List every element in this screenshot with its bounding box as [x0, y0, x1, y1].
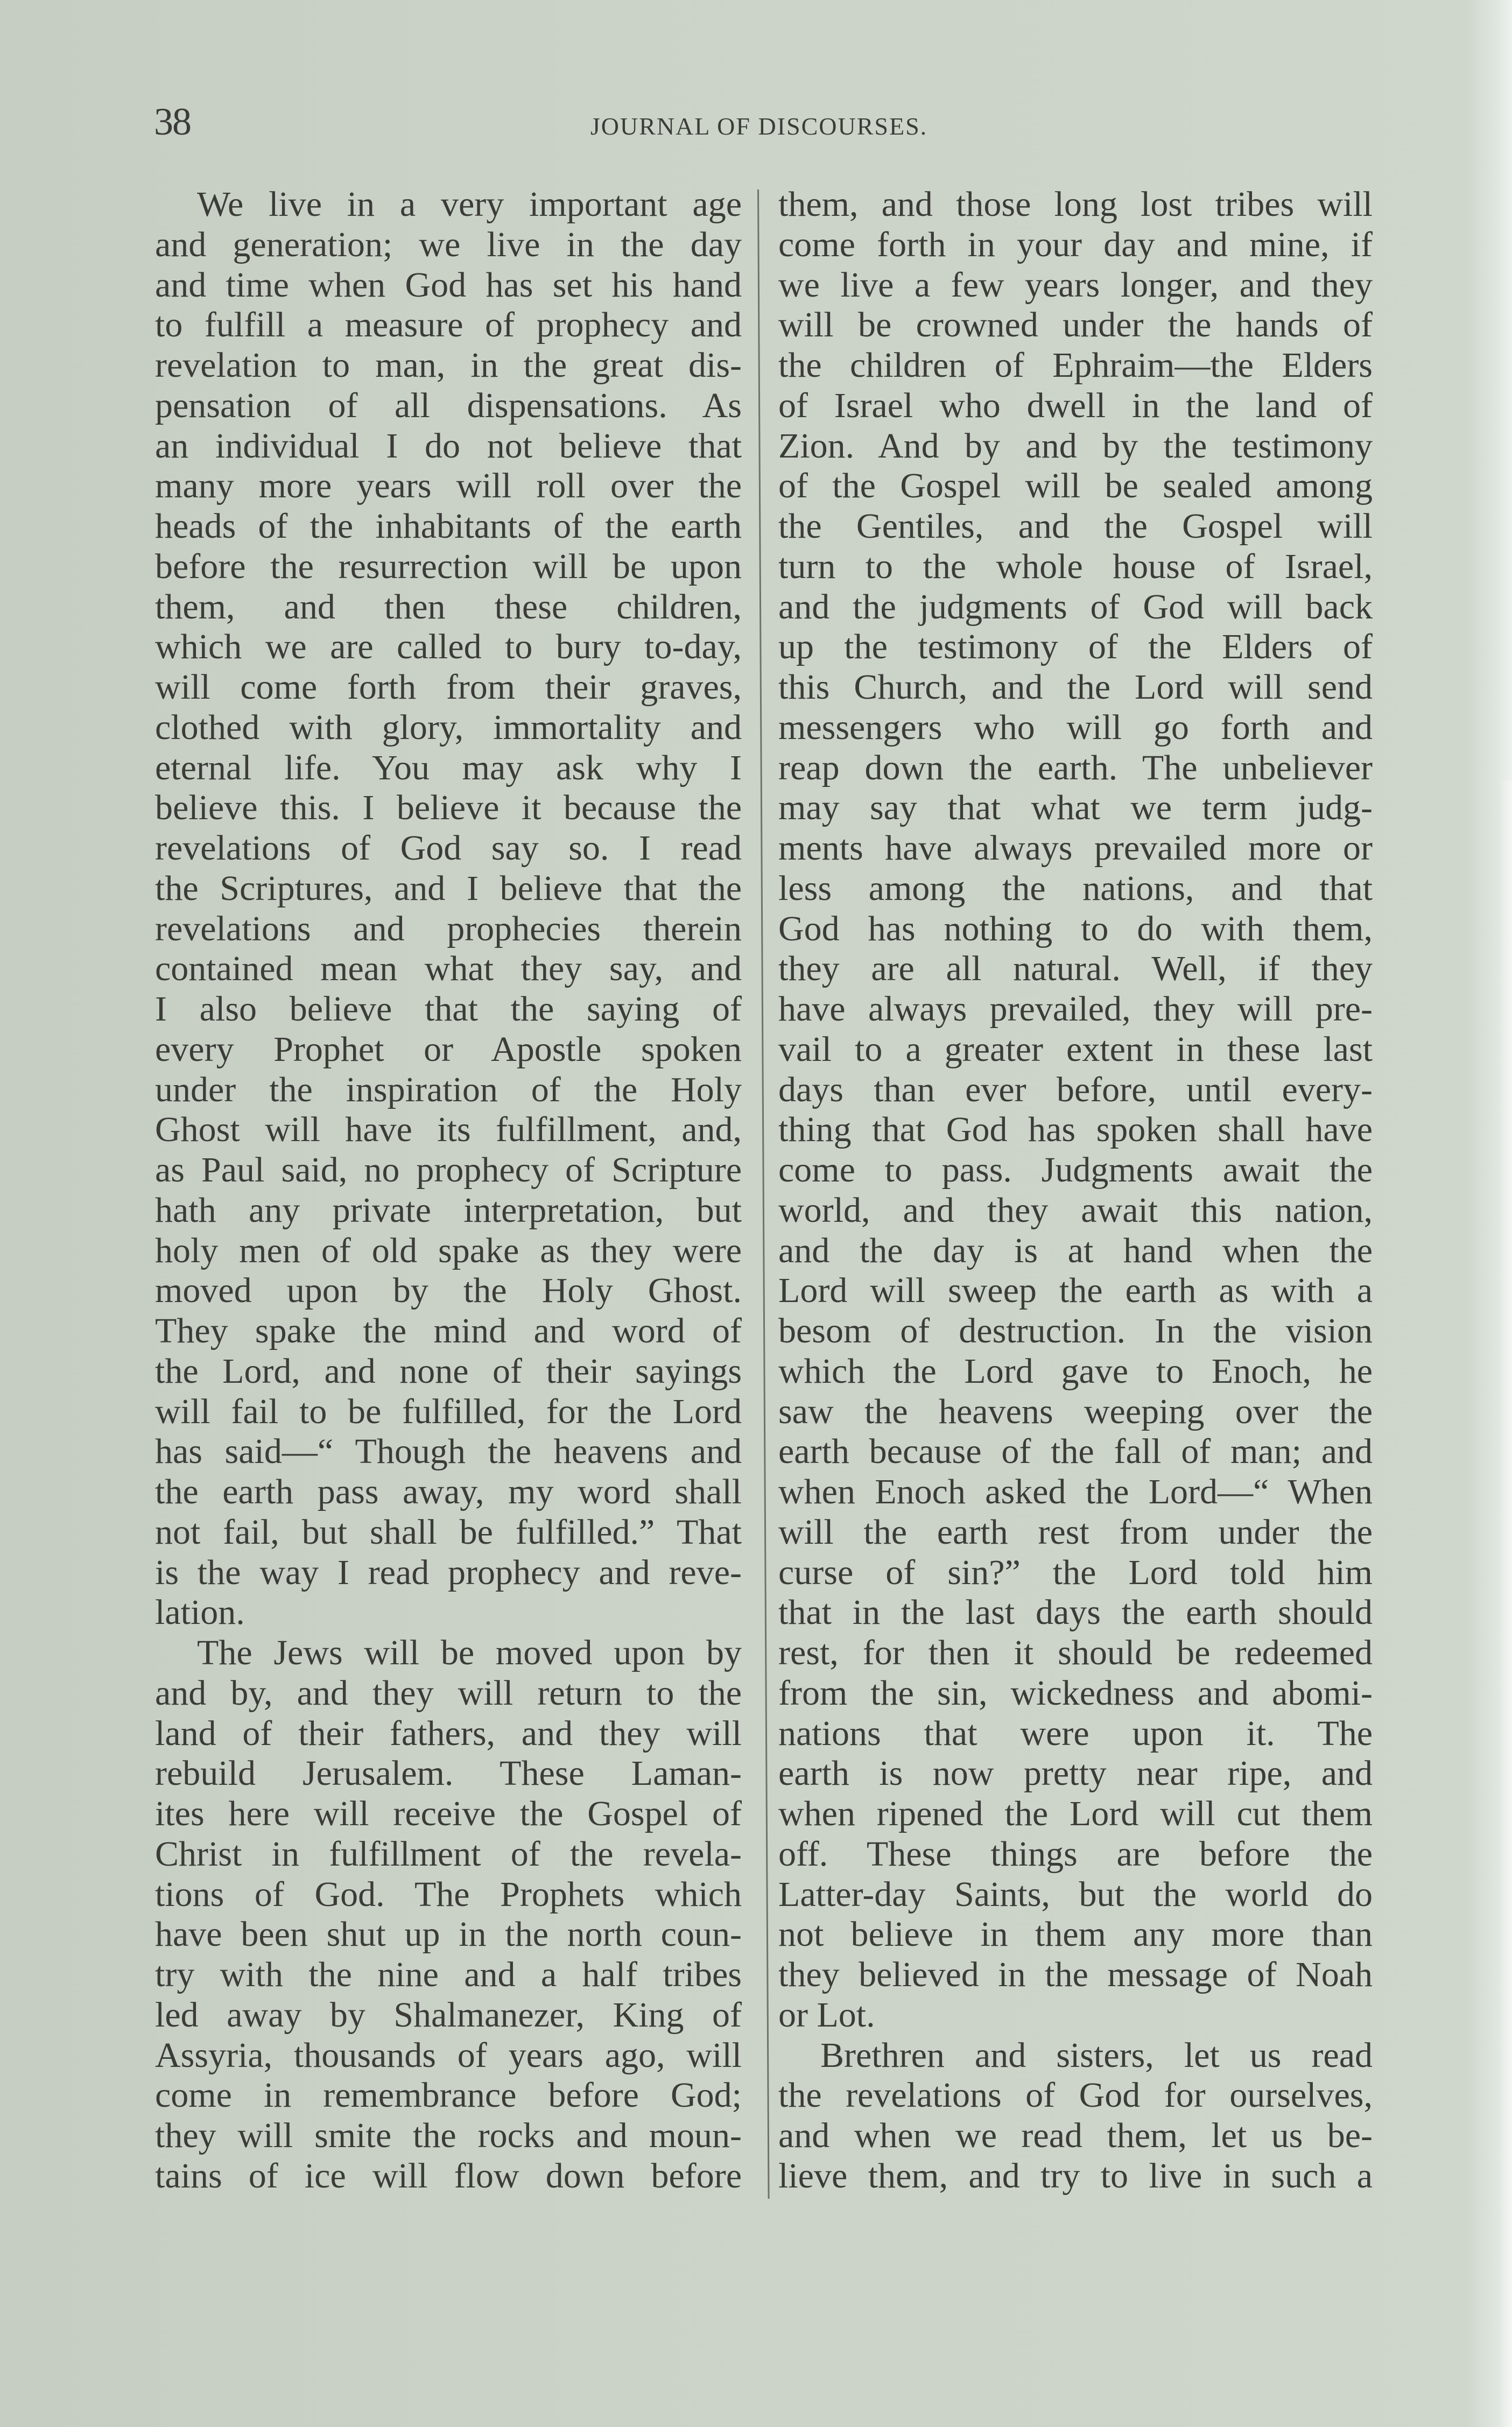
text-line: Ghost will have its fulfillment, and,: [155, 1110, 742, 1150]
text-line: days than ever before, until every-: [778, 1070, 1373, 1109]
text-line: ites here will receive the Gospel of: [155, 1794, 742, 1833]
text-line: We live in a very important age: [197, 185, 742, 224]
text-line: up the testimony of the Elders of: [778, 627, 1373, 667]
text-line: contained mean what they say, and: [155, 949, 742, 989]
text-line: will come forth from their graves,: [155, 667, 742, 707]
text-line: and time when God has set his hand: [155, 265, 742, 305]
text-line: rebuild Jerusalem. These Laman-: [155, 1754, 742, 1793]
text-line: Christ in fulfillment of the revela-: [155, 1834, 742, 1874]
text-line: revelation to man, in the great dis-: [155, 346, 742, 385]
text-line: they are all natural. Well, if they: [778, 949, 1373, 989]
text-line: turn to the whole house of Israel,: [778, 546, 1373, 586]
text-line: The Jews will be moved upon by: [197, 1633, 742, 1672]
text-line: and by, and they will return to the: [155, 1673, 742, 1713]
text-line: under the inspiration of the Holy: [155, 1070, 742, 1109]
right-column: [778, 185, 1373, 2197]
text-line: we live a few years longer, and they: [778, 265, 1373, 305]
text-line: they will smite the rocks and moun-: [155, 2116, 742, 2155]
text-line: them, and then these children,: [155, 587, 742, 627]
text-line: land of their fathers, and they will: [155, 1713, 742, 1753]
text-line: believe this. I believe it because the: [155, 788, 742, 828]
text-line: as Paul said, no prophecy of Scripture: [155, 1150, 742, 1190]
text-line: They spake the mind and word of: [155, 1311, 742, 1350]
text-line: try with the nine and a half tribes: [155, 1955, 742, 1994]
text-line: moved upon by the Holy Ghost.: [155, 1271, 742, 1311]
text-line: eternal life. You may ask why I: [155, 748, 742, 787]
text-line: them, and those long lost tribes will: [778, 185, 1373, 224]
text-line: led away by Shalmanezer, King of: [155, 1995, 742, 2035]
text-line: many more years will roll over the: [155, 466, 742, 506]
text-line: lieve them, and try to live in such a: [778, 2156, 1373, 2196]
text-line: and when we read them, let us be-: [778, 2116, 1373, 2155]
page-edge: [1500, 780, 1512, 2427]
text-line: have always prevailed, they will pre-: [778, 989, 1373, 1029]
text-line: has said—“ Though the heavens and: [155, 1432, 742, 1472]
text-line: an individual I do not believe that: [155, 426, 742, 466]
text-line: come forth in your day and mine, if: [778, 224, 1373, 264]
text-line: and the day is at hand when the: [778, 1230, 1373, 1270]
text-line: Lord will sweep the earth as with a: [778, 1271, 1373, 1311]
text-line: Zion. And by and by the testimony: [778, 426, 1373, 466]
text-line: reap down the earth. The unbeliever: [778, 748, 1373, 787]
text-line: come in remembrance before God;: [155, 2076, 742, 2115]
text-line: come to pass. Judgments await the: [778, 1150, 1373, 1190]
text-line: not fail, but shall be fulfilled.” That: [155, 1512, 742, 1552]
text-line: before the resurrection will be upon: [155, 546, 742, 586]
text-line: less among the nations, and that: [778, 868, 1373, 908]
text-line: they believed in the message of Noah: [778, 1955, 1373, 1994]
text-line: heads of the inhabitants of the earth: [155, 506, 742, 546]
text-line: Latter-day Saints, but the world do: [778, 1874, 1373, 1914]
text-line: pensation of all dispensations. As: [155, 385, 742, 425]
text-line: when ripened the Lord will cut them: [778, 1794, 1373, 1833]
text-line: hath any private interpretation, but: [155, 1190, 742, 1230]
text-line: revelations of God say so. I read: [155, 828, 742, 868]
text-line: which the Lord gave to Enoch, he: [778, 1351, 1373, 1391]
text-line: revelations and prophecies therein: [155, 909, 742, 948]
text-line: the Lord, and none of their sayings: [155, 1351, 742, 1391]
text-line: the earth pass away, my word shall: [155, 1472, 742, 1511]
text-line: may say that what we term judg-: [778, 788, 1373, 828]
text-line: to fulfill a measure of prophecy and: [155, 305, 742, 345]
text-line: clothed with glory, immortality and: [155, 707, 742, 747]
text-line: when Enoch asked the Lord—“ When: [778, 1472, 1373, 1511]
page-number: 38: [154, 100, 191, 143]
text-line: tains of ice will flow down before: [155, 2156, 742, 2196]
text-line: that in the last days the earth should: [778, 1593, 1373, 1633]
text-line: curse of sin?” the Lord told him: [778, 1552, 1373, 1592]
text-line: Assyria, thousands of years ago, will: [155, 2035, 742, 2075]
left-column: [155, 185, 742, 2197]
text-line: of Israel who dwell in the land of: [778, 385, 1373, 425]
text-line: lation.: [155, 1593, 245, 1633]
text-line: rest, for then it should be redeemed: [778, 1633, 1373, 1672]
text-line: the children of Ephraim—the Elders: [778, 346, 1373, 385]
text-line: every Prophet or Apostle spoken: [155, 1029, 742, 1069]
text-line: earth because of the fall of man; and: [778, 1432, 1373, 1472]
text-line: will be crowned under the hands of: [778, 305, 1373, 345]
text-line: ments have always prevailed more or: [778, 828, 1373, 868]
running-title: JOURNAL OF DISCOURSES.: [590, 112, 928, 140]
text-line: or Lot.: [778, 1995, 875, 2035]
text-line: Brethren and sisters, let us read: [820, 2035, 1373, 2075]
text-line: nations that were upon it. The: [778, 1713, 1373, 1753]
text-line: off. These things are before the: [778, 1834, 1373, 1874]
text-line: have been shut up in the north coun-: [155, 1915, 742, 1954]
text-line: this Church, and the Lord will send: [778, 667, 1373, 707]
text-line: the Gentiles, and the Gospel will: [778, 506, 1373, 546]
text-line: tions of God. The Prophets which: [155, 1874, 742, 1914]
text-line: messengers who will go forth and: [778, 707, 1373, 747]
text-line: earth is now pretty near ripe, and: [778, 1754, 1373, 1793]
text-line: will fail to be fulfilled, for the Lord: [155, 1391, 742, 1431]
text-line: holy men of old spake as they were: [155, 1230, 742, 1270]
text-line: I also believe that the saying of: [155, 989, 742, 1029]
text-line: thing that God has spoken shall have: [778, 1110, 1373, 1150]
text-line: the revelations of God for ourselves,: [778, 2076, 1373, 2115]
text-line: and generation; we live in the day: [155, 224, 742, 264]
text-line: besom of destruction. In the vision: [778, 1311, 1373, 1350]
text-line: is the way I read prophecy and reve-: [155, 1552, 742, 1592]
text-line: vail to a greater extent in these last: [778, 1029, 1373, 1069]
text-line: will the earth rest from under the: [778, 1512, 1373, 1552]
text-line: which we are called to bury to-day,: [155, 627, 742, 667]
text-line: from the sin, wickedness and abomi-: [778, 1673, 1373, 1713]
text-line: world, and they await this nation,: [778, 1190, 1373, 1230]
text-line: and the judgments of God will back: [778, 587, 1373, 627]
text-line: not believe in them any more than: [778, 1915, 1373, 1954]
text-line: the Scriptures, and I believe that the: [155, 868, 742, 908]
text-line: saw the heavens weeping over the: [778, 1391, 1373, 1431]
text-line: God has nothing to do with them,: [778, 909, 1373, 948]
text-line: of the Gospel will be sealed among: [778, 466, 1373, 506]
